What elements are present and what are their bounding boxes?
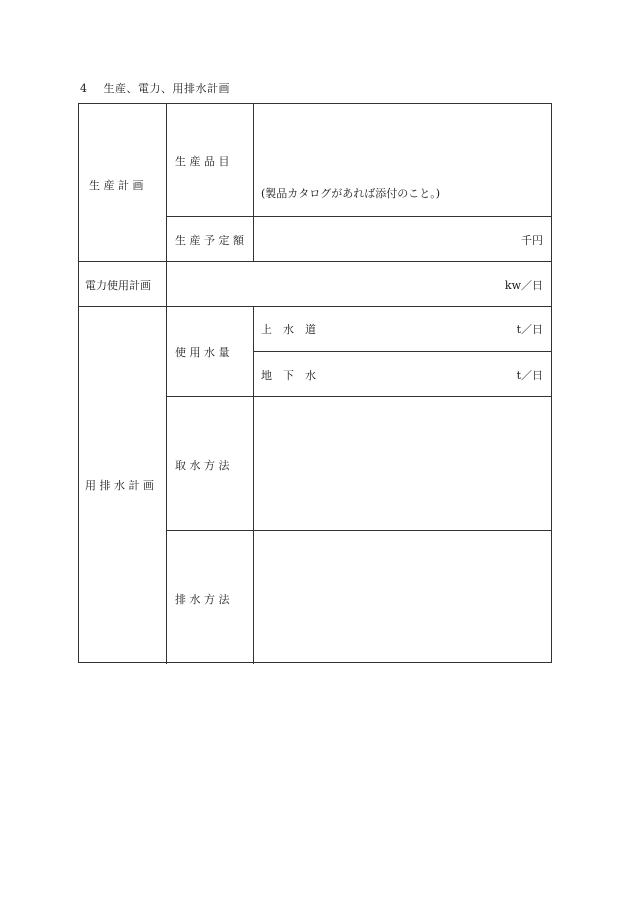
row-divider-usage-intake bbox=[167, 396, 552, 397]
power-plan-label: 電力使用計画 bbox=[85, 279, 151, 292]
ground-water-unit: t／日 bbox=[516, 369, 543, 382]
col-divider-2-water bbox=[253, 306, 254, 664]
water-usage-label: 使 用 水 量 bbox=[175, 346, 230, 359]
row-divider-production-power bbox=[79, 261, 552, 262]
production-plan-label: 生 産 計 画 bbox=[89, 179, 144, 192]
section-heading bbox=[80, 80, 230, 96]
ground-water-label: 地 下 水 bbox=[261, 369, 316, 382]
product-item-label: 生 産 品 目 bbox=[175, 155, 230, 168]
product-catalog-note: (製品カタログがあれば添付のこと。) bbox=[261, 187, 441, 200]
water-plan-label: 用 排 水 計 画 bbox=[85, 479, 154, 492]
col-divider-1-production bbox=[166, 104, 167, 261]
row-divider-power-water bbox=[79, 306, 552, 307]
production-amount-unit: 千円 bbox=[521, 234, 543, 247]
row-divider-tap-ground bbox=[254, 351, 552, 352]
row-divider-production-amount bbox=[167, 216, 552, 217]
water-drain-label: 排 水 方 法 bbox=[175, 593, 230, 606]
power-unit: kw／日 bbox=[504, 279, 543, 292]
section-title: 生産、電力、用排水計画 bbox=[103, 82, 230, 95]
section-number: 4 bbox=[80, 82, 88, 95]
production-amount-label: 生 産 予 定 額 bbox=[175, 234, 244, 247]
tap-water-label: 上 水 道 bbox=[261, 323, 316, 336]
water-intake-label: 取 水 方 法 bbox=[175, 459, 230, 472]
row-divider-intake-drain bbox=[167, 530, 552, 531]
col-divider-1-water bbox=[166, 306, 167, 664]
col-divider-1-power bbox=[166, 261, 167, 306]
plan-form-table bbox=[78, 103, 552, 663]
col-divider-2-production bbox=[253, 104, 254, 261]
tap-water-unit: t／日 bbox=[516, 323, 543, 336]
